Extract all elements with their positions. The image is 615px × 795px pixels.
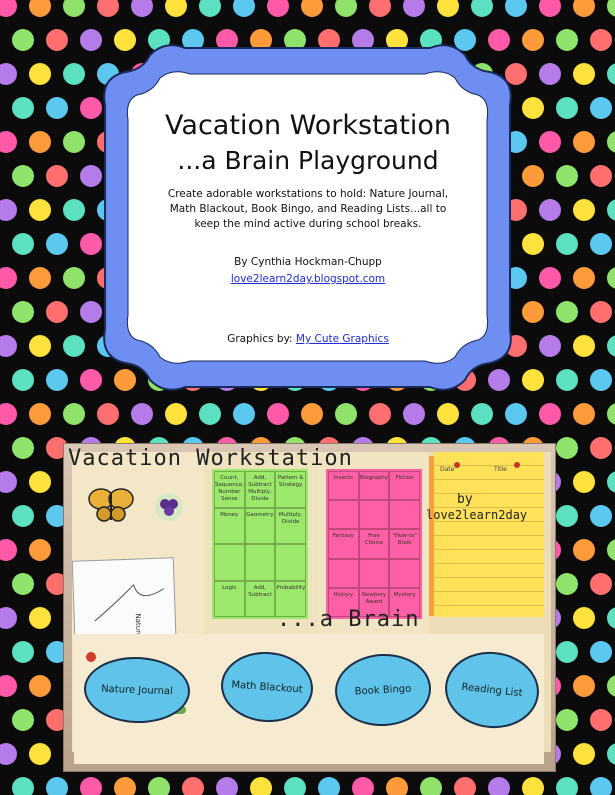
grid-cell: History — [328, 588, 359, 617]
grid-cell: Add, Subtract Multiply, Divide — [245, 471, 276, 508]
grid-cell — [359, 500, 390, 529]
grid-cell: Insects — [328, 471, 359, 500]
grid-cell: Count, Sequence, Number Sense — [214, 471, 245, 508]
reading-list-card — [434, 452, 544, 617]
grid-cell — [389, 500, 420, 529]
pushpin-icon — [514, 462, 520, 468]
grid-cell — [359, 559, 390, 588]
label-math-blackout: Math Blackout — [219, 649, 316, 725]
book-bingo-card — [326, 469, 422, 619]
grid-cell: Newbery Award — [359, 588, 390, 617]
reading-header-title: Title — [494, 466, 507, 473]
grid-cell: Add, Subtract — [245, 581, 276, 618]
blog-link-row — [150, 273, 466, 285]
grid-cell: Mystery — [389, 588, 420, 617]
label-nature-journal: Nature Journal — [83, 655, 191, 725]
pushpin-icon — [454, 462, 460, 468]
page-subtitle: ...a Brain Playground — [177, 146, 439, 175]
ladybug-icon — [86, 652, 96, 662]
math-blackout-card — [212, 469, 308, 619]
photo-byline-by: by — [457, 492, 473, 507]
grid-cell: Fiction — [389, 471, 420, 500]
grid-cell: Fantasy — [328, 529, 359, 558]
photo-subhead: ...a Brain — [277, 607, 420, 632]
product-photo — [63, 443, 556, 772]
grid-cell — [328, 500, 359, 529]
grid-cell: "How-to" Book — [389, 529, 420, 558]
grid-cell — [275, 544, 306, 581]
bird-sketch-icon — [88, 578, 170, 631]
blog-link[interactable]: love2learn2day.blogspot.com — [230, 273, 386, 285]
butterfly-icon — [86, 484, 136, 524]
page-title: Vacation Workstation — [165, 110, 451, 141]
description-text: Create adorable workstations to hold: Nature Journal, Math Blackout, Book Bingo, and Reading Lists...all to keep the mind active during school breaks. — [167, 188, 449, 230]
grid-cell — [389, 559, 420, 588]
grid-cell — [214, 544, 245, 581]
graphics-link[interactable]: My Cute Graphics — [295, 333, 389, 345]
graphics-credit — [150, 333, 466, 345]
grid-cell: Money — [214, 508, 245, 545]
reading-header-date: Date — [440, 466, 455, 473]
grid-cell: Biography — [359, 471, 390, 500]
grid-cell — [245, 544, 276, 581]
grid-cell: Logic — [214, 581, 245, 618]
label-reading-list: Reading List — [441, 647, 542, 732]
grid-cell: Multiply, Divide — [275, 508, 306, 545]
label-book-bingo: Book Bingo — [333, 652, 433, 729]
author-byline: By Cynthia Hockman-Chupp — [234, 256, 382, 268]
graphics-credit-label: Graphics by: — [227, 333, 293, 345]
grid-cell — [328, 559, 359, 588]
photo-byline-name: love2learn2day — [426, 508, 528, 522]
math-grid — [214, 471, 306, 617]
grid-cell: Free Choice — [359, 529, 390, 558]
violet-flower-icon — [154, 492, 184, 522]
photo-headline: Vacation Workstation — [68, 446, 353, 471]
grid-cell: Pattern & Strategy — [275, 471, 306, 508]
grid-cell: Probability — [275, 581, 306, 618]
grid-cell: Geometry — [245, 508, 276, 545]
book-grid — [328, 471, 420, 617]
